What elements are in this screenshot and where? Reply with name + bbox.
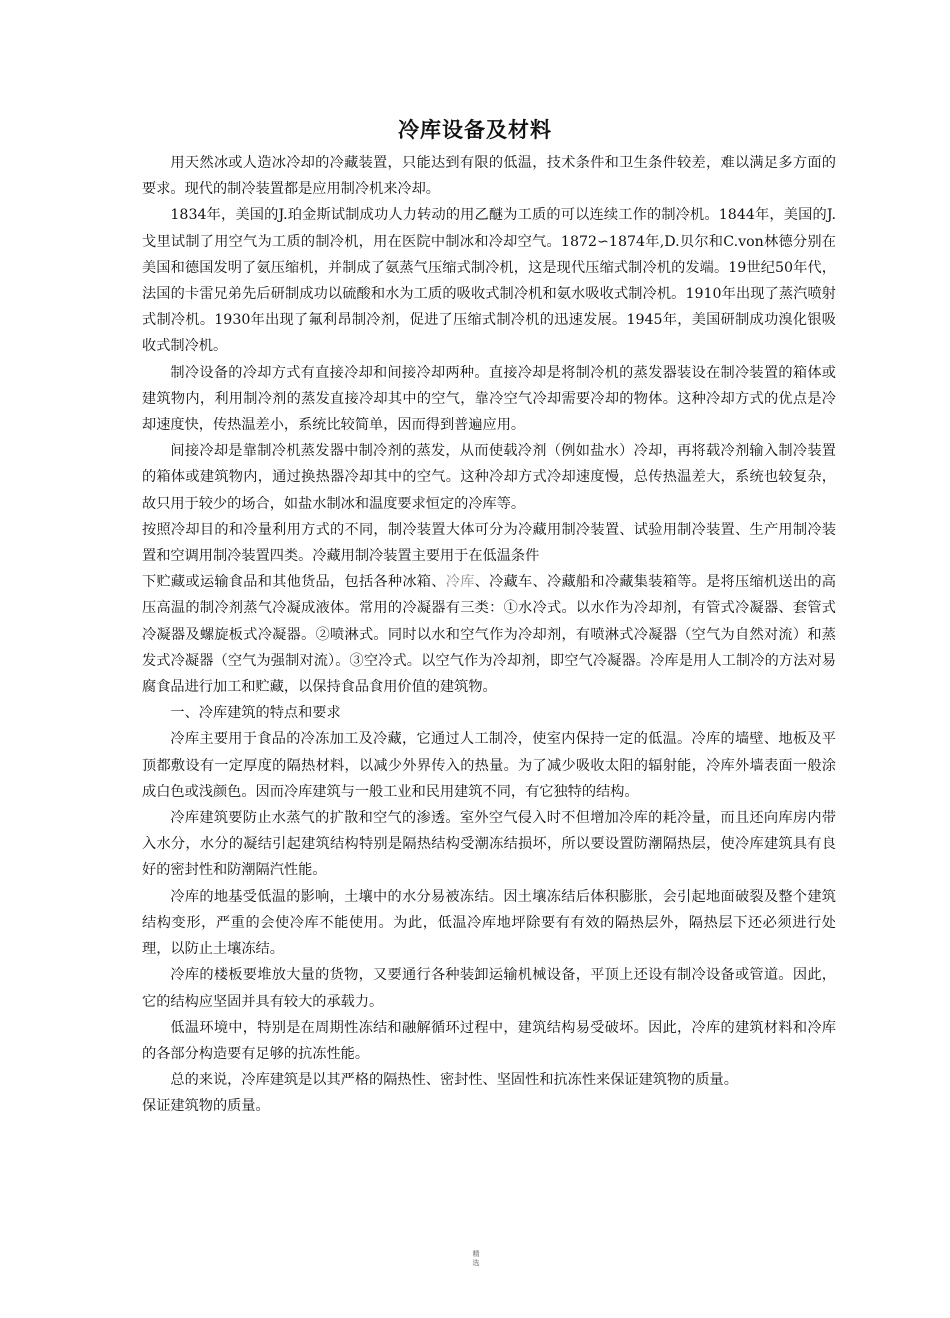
condensers-text-after: 、冷藏车、冷藏船和冷藏集装箱等。是将压缩机送出的高压高温的制冷剂蒸气冷凝成液体。常用的冷凝器有三类：①水冷式。以水作为冷却剂，有管式冷凝器、套管式冷凝器及螺旋板式冷凝器。②喷淋式。同时以水和空气作为冷却剂，有喷淋式冷凝器（空气为自然对流）和蒸发式冷凝器（空气为强制对流）。③空冷式。以空气作为冷却剂，即空气冷凝器。冷库是用人工制冷的方法对易腐食品进行加工和贮藏，以保持食品食用价值的建筑物。 [142, 574, 836, 696]
condensers-text-before: 下贮藏或运输食品和其他货品，包括各种冰箱、 [142, 574, 446, 591]
paragraph-frost-resistance: 低温环境中，特别是在周期性冻结和融解循环过程中，建筑结构易受破坏。因此，冷库的建筑材料和冷库的各部分构造要有足够的抗冻性能。 [142, 1019, 836, 1062]
paragraph-direct-cooling: 制冷设备的冷却方式有直接冷却和间接冷却两种。直接冷却是将制冷机的蒸发器装设在制冷装置的箱体或建筑物内，利用制冷剂的蒸发直接冷却其中的空气，靠冷空气冷却需要冷却的物体。这种冷却方式的优点是冷却速度快，传热温差小，系统比较简单，因而得到普遍应用。 [142, 364, 836, 434]
section-heading: 一、冷库建筑的特点和要求 [170, 705, 341, 722]
paragraph-history: 1834年，美国的J.珀金斯试制成功人力转动的用乙醚为工质的可以连续工作的制冷机。1844年，美国的J.戈里试制了用空气为工质的制冷机，用在医院中制冰和冷却空气。1872∽1874年,D.贝尔和C.von林德分别在美国和德国发明了氨压缩机，并制成了氨蒸气压缩式制冷机，这是现代压缩式制冷机的发端。19世纪50年代，法国的卡雷兄弟先后研制成功以硫酸和水为工质的吸收式制冷机和氨水吸收式制冷机。1910年出现了蒸汽喷射式制冷机。1930年出现了氟利昂制冷剂，促进了压缩式制冷机的迅速发展。1945年，美国研制成功溴化银吸收式制冷机。 [142, 207, 836, 355]
paragraph-summary: 总的来说，冷库建筑是以其严格的隔热性、密封性、坚固性和抗冻性来保证建筑物的质量。 [170, 1072, 738, 1089]
paragraph-insulation: 冷库主要用于食品的冷冻加工及冷藏，它通过人工制冷，使室内保持一定的低温。冷库的墙壁、地板及平顶都敷设有一定厚度的隔热材料，以减少外界传入的热量。为了减少吸收太阳的辐射能，冷库外墙表面一般涂成白色或浅颜色。因而冷库建筑与一般工业和民用建筑不同，有它独特的结构。 [142, 731, 836, 800]
footer-char-1: 精 [472, 1250, 480, 1258]
paragraph-vapor-barrier: 冷库建筑要防止水蒸气的扩散和空气的渗透。室外空气侵入时不但增加冷库的耗冷量，而且还向库房内带入水分，水分的凝结引起建筑结构特别是隔热结构受潮冻结损坏，所以要设置防潮隔热层，使冷库建筑具有良好的密封性和防潮隔汽性能。 [142, 810, 836, 879]
paragraph-classification: 按照冷却目的和冷量利用方式的不同，制冷装置大体可分为冷藏用制冷装置、试验用制冷装置、生产用制冷装置和空调用制冷装置四类。冷藏用制冷装置主要用于在低温条件 [142, 521, 836, 565]
paragraph-condensers [142, 569, 836, 700]
paragraph-foundation: 冷库的地基受低温的影响，土壤中的水分易被冻结。因土壤冻结后体积膨胀，会引起地面破裂及整个建筑结构变形，严重的会使冷库不能使用。为此，低温冷库地坪除要有有效的隔热层外，隔热层下还必须进行处理，以防止土壤冻结。 [142, 888, 836, 958]
paragraph-trailing: 保证建筑物的质量。 [142, 1098, 270, 1115]
document-title: 冷库设备及材料 [398, 118, 552, 142]
footer-char-2: 选 [472, 1259, 480, 1267]
paragraph-indirect-cooling: 间接冷却是靠制冷机蒸发器中制冷剂的蒸发，从而使载冷剂（例如盐水）冷却，再将载冷剂输入制冷装置的箱体或建筑物内，通过换热器冷却其中的空气。这种冷却方式冷却速度慢，总传热温差大，系统也较复杂，故只用于较少的场合，如盐水制冰和温度要求恒定的冷库等。 [142, 443, 836, 512]
page-footer-mark [469, 1250, 483, 1268]
paragraph-floor-load: 冷库的楼板要堆放大量的货物，又要通行各种装卸运输机械设备，平顶上还设有制冷设备或管道。因此，它的结构应坚固并具有较大的承载力。 [142, 967, 836, 1010]
paragraph-intro: 用天然冰或人造冰冷却的冷藏装置，只能达到有限的低温，技术条件和卫生条件较差，难以满足多方面的要求。现代的制冷装置都是应用制冷机来冷却。 [142, 155, 836, 198]
document-body [142, 150, 836, 1120]
cold-storage-highlight: 冷库 [445, 574, 475, 591]
